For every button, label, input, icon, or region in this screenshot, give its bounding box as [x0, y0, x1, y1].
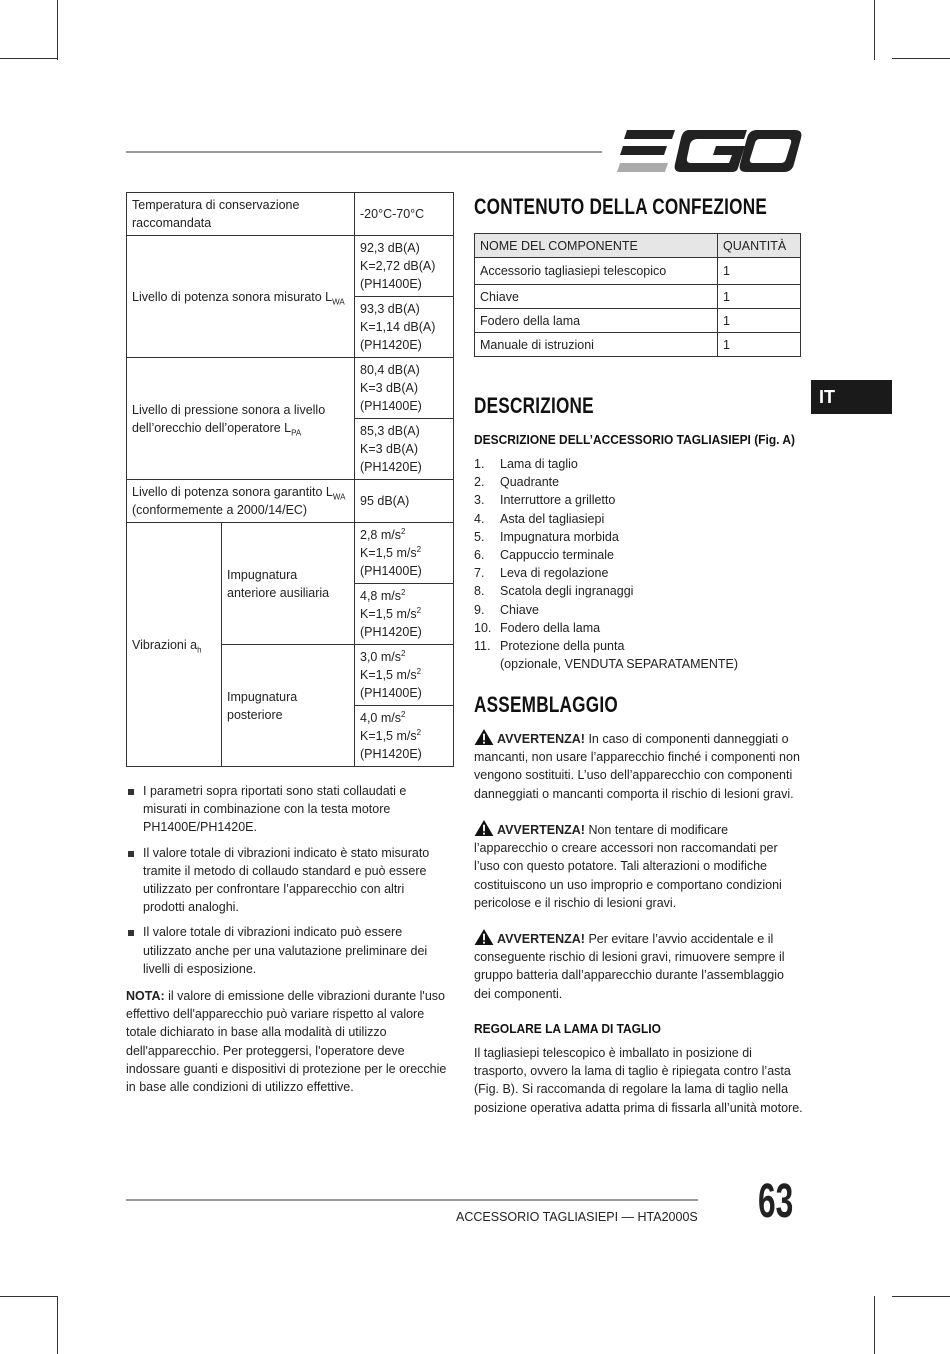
crop-mark: [892, 58, 950, 59]
cell-text: (conformemente a 2000/14/EC): [132, 503, 308, 517]
superscript: 2: [416, 605, 422, 615]
superscript: 2: [401, 526, 406, 536]
table-cell: [127, 358, 355, 480]
warning-paragraph: [474, 820, 804, 912]
item-number: 9.: [474, 602, 485, 617]
language-tab: [811, 380, 892, 414]
item-text: Leva di regolazione: [500, 566, 609, 581]
warning-label: AVVERTENZA!: [497, 732, 585, 746]
list-item: Il valore totale di vibrazioni indicato è stato misurato tramite il metodo di collaudo standard e può essere utilizzato per confrontare l’apparecchio con altri prodotti analoghi.: [126, 844, 446, 917]
subscript: h: [197, 645, 202, 654]
cell-text: K=1,5 m/s: [360, 546, 417, 560]
crop-mark: [0, 1296, 58, 1297]
cell-text: K=3 dB(A): [360, 381, 419, 395]
warning-text: In caso di componenti danneggiati o mancanti, non usare l’apparecchio finché i componenti non vengono sostituiti. L’uso dell’apparecchio con componenti danneggiati o mancanti comporta il rischio di lesioni gravi.: [474, 732, 800, 801]
item-text: Impugnatura morbida: [500, 529, 619, 544]
blade-adjust-title: REGOLARE LA LAMA DI TAGLIO: [474, 1021, 661, 1036]
list-item: [474, 510, 804, 528]
list-item: [474, 637, 804, 673]
list-item: I parametri sopra riportati sono stati collaudati e misurati in combinazione con la testa motore PH1400E/PH1420E.: [126, 782, 446, 837]
table-cell: [355, 645, 454, 706]
column-header: QUANTITÀ: [718, 234, 801, 258]
notes-list: [126, 782, 446, 985]
list-item: [474, 491, 804, 509]
crop-mark: [0, 58, 58, 59]
cell-text: (PH1420E): [360, 460, 422, 474]
footer-title: ACCESSORIO TAGLIASIEPI — HTA2000S: [456, 1210, 698, 1224]
cell-text: Livello di potenza sonora garantito L: [132, 485, 333, 499]
superscript: 2: [416, 544, 422, 554]
cell-text: 92,3 dB(A): [360, 241, 420, 255]
warning-icon: [474, 820, 494, 836]
table-cell: [127, 236, 355, 358]
cell-text: 2,8 m/s: [360, 528, 401, 542]
table-row: [475, 333, 801, 357]
item-number: 11.: [474, 639, 491, 654]
nota-text: il valore di emissione delle vibrazioni durante l'uso effettivo dell'apparecchio può variare rispetto al valore totale dichiarato in base alla modalità di utilizzo dell'apparecchio. Per proteggersi, l'operatore deve indossare guanti e dispositivi di protezione per le orecchie in base alle condizioni di utilizzo effettive.: [126, 989, 447, 1095]
warning-icon: [474, 929, 494, 945]
item-text: Asta del tagliasiepi: [500, 511, 605, 526]
crop-mark: [874, 1296, 875, 1354]
list-item: [474, 564, 804, 582]
nota-label: NOTA:: [126, 989, 165, 1003]
item-number: 1.: [474, 457, 485, 471]
cell-text: (PH1400E): [360, 399, 422, 413]
warning-label: AVVERTENZA!: [497, 823, 585, 837]
item-number: 10.: [474, 620, 492, 635]
crop-mark: [57, 1296, 58, 1354]
table-cell: 1: [718, 309, 801, 333]
cell-text: (PH1400E): [360, 686, 422, 700]
list-item: Il valore totale di vibrazioni indicato può essere utilizzato anche per una valutazione preliminare dei livelli di esposizione.: [126, 923, 446, 978]
language-tab-label: IT: [819, 387, 835, 407]
cell-text: (PH1420E): [360, 625, 422, 639]
cell-text: K=1,5 m/s: [360, 729, 417, 743]
list-item: [474, 546, 804, 564]
cell-text: K=1,5 m/s: [360, 668, 417, 682]
cell-text: (PH1400E): [360, 564, 422, 578]
table-cell: [355, 297, 454, 358]
superscript: 2: [401, 648, 406, 658]
table-row: [475, 309, 801, 333]
item-number: 6.: [474, 548, 485, 563]
superscript: 2: [416, 666, 422, 676]
list-item: [474, 601, 804, 619]
table-row: [127, 193, 454, 236]
table-cell: 1: [718, 285, 801, 309]
ego-logo: [617, 130, 802, 172]
assembly-title: ASSEMBLAGGIO: [474, 692, 618, 717]
table-row: [127, 236, 454, 297]
item-text: Lama di taglio: [500, 457, 578, 471]
item-number: 3.: [474, 493, 485, 508]
table-cell: [355, 584, 454, 645]
table-cell: [355, 358, 454, 419]
cell-text: 80,4 dB(A): [360, 363, 420, 377]
table-cell: Impugnatura posteriore: [222, 645, 355, 767]
cell-text: K=3 dB(A): [360, 442, 419, 456]
nota-paragraph: [126, 987, 448, 1096]
table-row: [475, 285, 801, 309]
table-row: [127, 523, 454, 584]
warning-text: Per evitare l’avvio accidentale e il conseguente rischio di lesioni gravi, rimuovere sempre il gruppo batteria dall’apparecchio durante l’assemblaggio dei componenti.: [474, 932, 785, 1001]
footer-rule: [126, 1199, 698, 1201]
table-cell: [355, 236, 454, 297]
item-number: 5.: [474, 529, 485, 544]
cell-text: Livello di potenza sonora misurato L: [132, 289, 333, 304]
subscript: WA: [332, 297, 345, 306]
table-cell: Fodero della lama: [475, 309, 718, 333]
table-cell: -20°C-70°C: [355, 193, 454, 236]
cell-text: K=1,14 dB(A): [360, 320, 436, 334]
superscript: 2: [401, 709, 406, 719]
item-number: 8.: [474, 584, 485, 599]
contents-table: [474, 233, 801, 357]
subscript: WA: [332, 492, 346, 502]
list-item: [474, 619, 804, 637]
table-row: [127, 480, 454, 523]
item-text: (opzionale, VENDUTA SEPARATAMENTE): [500, 657, 739, 672]
table-cell: Impugnatura anteriore ausiliaria: [222, 523, 355, 645]
cell-text: 93,3 dB(A): [360, 302, 420, 316]
table-cell: Temperatura di conservazione raccomandata: [127, 193, 355, 236]
cell-text: Vibrazioni a: [132, 637, 198, 652]
crop-mark: [57, 0, 58, 60]
cell-text: K=2,72 dB(A): [360, 259, 436, 273]
cell-text: (PH1420E): [360, 747, 422, 761]
item-text: Quadrante: [500, 475, 560, 490]
table-cell: [355, 706, 454, 767]
cell-text: Livello di pressione sonora a livello dell’orecchio dell’operatore L: [132, 402, 326, 435]
item-number: 4.: [474, 511, 485, 526]
item-number: 2.: [474, 475, 485, 490]
cell-text: (PH1420E): [360, 338, 422, 352]
crop-mark: [874, 0, 875, 60]
list-item: [474, 455, 804, 473]
item-text: Fodero della lama: [500, 620, 601, 635]
cell-text: 85,3 dB(A): [360, 424, 420, 438]
table-cell: [127, 523, 222, 767]
superscript: 2: [416, 727, 422, 737]
cell-text: K=1,5 m/s: [360, 607, 417, 621]
page-number: 63: [758, 1175, 794, 1228]
table-cell: [127, 480, 355, 523]
cell-text: 3,0 m/s: [360, 650, 401, 664]
item-number: 7.: [474, 566, 485, 581]
table-cell: 95 dB(A): [355, 480, 454, 523]
header-rule: [126, 151, 602, 153]
list-item: [474, 528, 804, 546]
table-header-row: [475, 234, 801, 258]
list-item: [474, 473, 804, 491]
description-title: DESCRIZIONE: [474, 393, 594, 418]
crop-mark: [892, 1296, 950, 1297]
contents-title: CONTENUTO DELLA CONFEZIONE: [474, 194, 768, 219]
cell-text: (PH1400E): [360, 277, 422, 291]
description-list: [474, 455, 804, 673]
warning-paragraph: [474, 929, 804, 1003]
item-text: Chiave: [500, 602, 539, 617]
table-cell: Chiave: [475, 285, 718, 309]
description-subtitle: DESCRIZIONE DELL’ACCESSORIO TAGLIASIEPI (Fig. A): [474, 432, 795, 447]
item-text: Scatola degli ingranaggi: [500, 584, 634, 599]
table-row: [127, 358, 454, 419]
table-cell: 1: [718, 258, 801, 285]
warning-paragraph: [474, 729, 804, 803]
table-cell: [355, 419, 454, 480]
item-text: Protezione della punta: [500, 639, 625, 654]
cell-text: 4,0 m/s: [360, 711, 401, 725]
table-cell: [355, 523, 454, 584]
column-header: NOME DEL COMPONENTE: [475, 234, 718, 258]
specifications-table: [126, 192, 454, 767]
table-cell: Accessorio tagliasiepi telescopico: [475, 258, 718, 285]
table-cell: Manuale di istruzioni: [475, 333, 718, 357]
blade-adjust-paragraph: Il tagliasiepi telescopico è imballato in posizione di trasporto, ovvero la lama di taglio è ripiegata contro l’asta (Fig. B). Si raccomanda di regolare la lama di taglio nella posizione operativa adatta prima di fissarla all’unità motore.: [474, 1046, 803, 1115]
table-row: [475, 258, 801, 285]
warning-text: Non tentare di modificare l’apparecchio o creare accessori non raccomandati per l’uso con questo potatore. Tali alterazioni o modifiche costituiscono un uso improprio e comportano condizioni pericolose e il rischio di lesioni gravi.: [474, 823, 782, 910]
superscript: 2: [401, 587, 406, 597]
table-cell: 1: [718, 333, 801, 357]
subscript: PA: [291, 428, 302, 437]
cell-text: 4,8 m/s: [360, 589, 401, 603]
item-text: Interruttore a grilletto: [500, 493, 616, 508]
warning-icon: [474, 729, 494, 745]
warning-label: AVVERTENZA!: [497, 932, 585, 946]
item-text: Cappuccio terminale: [500, 548, 614, 563]
list-item: [474, 582, 804, 600]
